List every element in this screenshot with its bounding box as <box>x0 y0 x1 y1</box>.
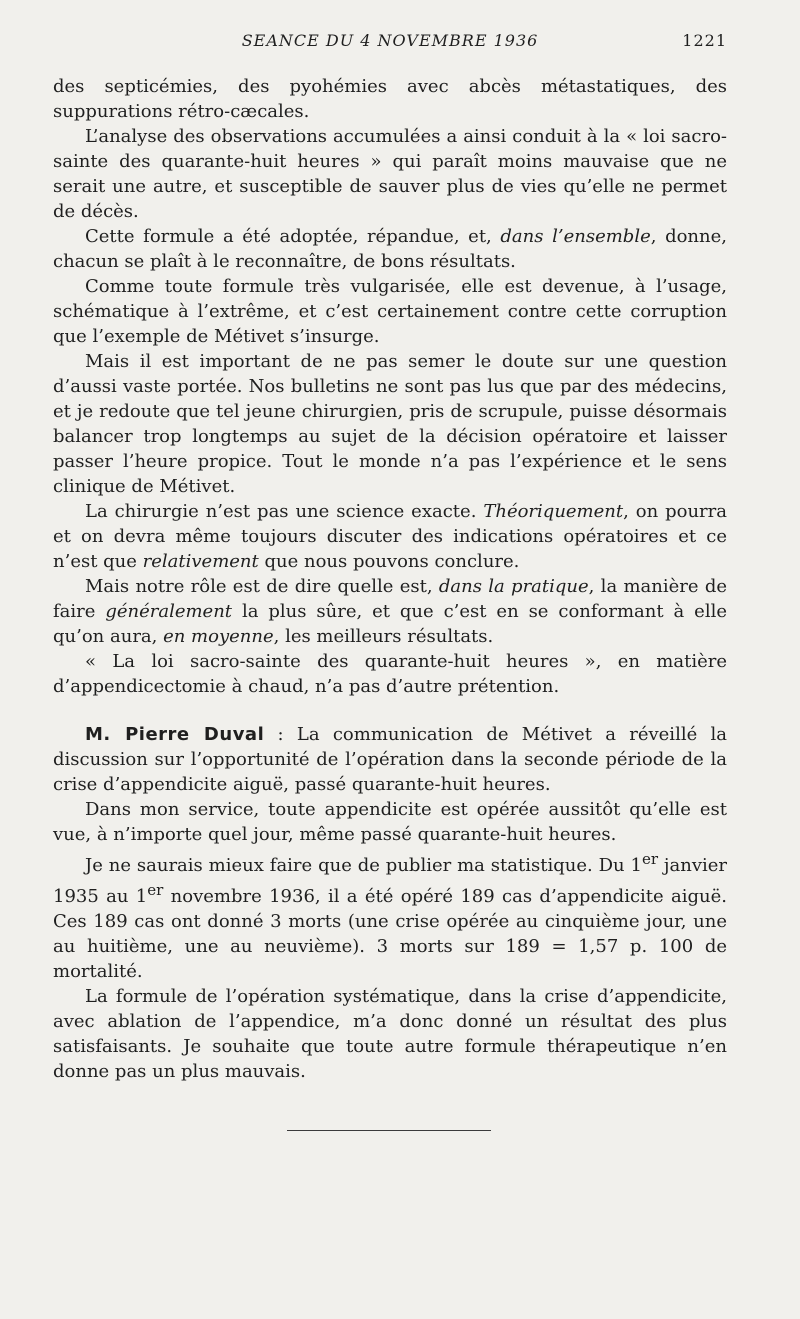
paragraph-7-text-a: Mais notre rôle est de dire quelle est, <box>85 576 439 597</box>
paragraph-3 <box>53 224 727 274</box>
paragraph-7-text-b: , la manière de faire <box>53 576 727 622</box>
paragraph-12: La formule de l’opération systématique, dans la crise d’appendicite, avec ablation de l’appendice, m’a donc donné un résultat des plus satisfaisants. Je souhaite que toute autre formule thérapeutique n’en donne pas un plus mauvais. <box>53 986 727 1082</box>
paragraph-11 <box>53 847 727 984</box>
paragraph-6-text-a: La chirurgie n’est pas une science exacte. <box>85 501 484 522</box>
paragraph-7-italic-1: dans la pratique <box>438 576 589 597</box>
text-body <box>53 74 727 1084</box>
paragraph-3-text-b: , donne, chacun se plaît à le reconnaître, de bons résultats. <box>53 226 727 272</box>
closing-rule <box>287 1130 491 1131</box>
speaker-name: M. Pierre Duval <box>85 724 265 745</box>
paragraph-3-text-a: Cette formule a été adoptée, répandue, et, <box>85 226 501 247</box>
paragraph-5: Mais il est important de ne pas semer le doute sur une question d’aussi vaste portée. Nos bulletins ne sont pas lus que par des médecins, et je redoute que tel jeune chirurgien, pris de scrupule, puisse désormais balancer trop longtemps au sujet de la décision opératoire et laisser passer l’heure propice. Tout le monde n’a pas l’expérience et le sens clinique de Métivet. <box>53 351 727 497</box>
paragraph-11-text-a: Je ne saurais mieux faire que de publier ma statistique. Du 1 <box>85 855 642 876</box>
paragraph-6-text-b: , on pourra et on devra même toujours discuter des indications opératoires et ce n’est que <box>53 501 727 572</box>
paragraph-11-text-c: novembre 1936, il a été opéré 189 cas d’appendicite aiguë. Ces 189 cas ont donné 3 morts (une crise opérée au cinquième jour, une au huitième, une au neuvième). 3 morts sur 189 = 1,57 p. 100 de mortalité. <box>53 886 727 982</box>
paragraph-11-superscript-2: er <box>147 881 164 899</box>
paragraph-10: Dans mon service, toute appendicite est opérée aussitôt qu’elle est vue, à n’importe quel jour, même passé quarante-huit heures. <box>53 799 727 845</box>
paragraph-6-text-c: que nous pouvons conclure. <box>258 551 520 572</box>
paragraph-7-text-d: , les meilleurs résultats. <box>273 626 494 647</box>
paragraph-7-italic-2: généralement <box>105 601 233 622</box>
paragraph-6-italic-1: Théoriquement <box>483 501 624 522</box>
header-title: SEANCE DU 4 NOVEMBRE 1936 <box>241 31 539 50</box>
paragraph-3-italic: dans l’ensemble <box>500 226 651 247</box>
paragraph-6-italic-2: relativement <box>142 551 259 572</box>
page-number: 1221 <box>682 31 727 50</box>
paragraph-11-superscript-1: er <box>641 850 659 868</box>
running-header <box>53 31 727 55</box>
paragraph-9 <box>53 722 727 797</box>
paragraph-1: des septicémies, des pyohémies avec abcès métastatiques, des suppurations rétro-cæcales. <box>53 76 727 122</box>
paragraph-11-text-b: janvier 1935 au 1 <box>53 855 728 907</box>
paragraph-6 <box>53 499 727 574</box>
paragraph-9-text: : La communication de Métivet a réveillé la discussion sur l’opportunité de l’opération dans la seconde période de la crise d’appendicite aiguë, passé quarante-huit heures. <box>53 724 728 795</box>
paragraph-8: « La loi sacro-sainte des quarante-huit heures », en matière d’appendicectomie à chaud, n’a pas d’autre prétention. <box>53 651 727 697</box>
paragraph-7 <box>53 574 727 649</box>
paragraph-7-italic-3: en moyenne <box>163 626 274 647</box>
paragraph-4: Comme toute formule très vulgarisée, elle est devenue, à l’usage, schématique à l’extrême, et c’est certainement contre cette corruption que l’exemple de Métivet s’insurge. <box>53 276 727 347</box>
paragraph-7-text-c: la plus sûre, et que c’est en se conformant à elle qu’on aura, <box>53 601 727 647</box>
paragraph-2: L’analyse des observations accumulées a ainsi conduit à la « loi sacro-sainte des quarante-huit heures » qui paraît moins mauvaise que ne serait une autre, et susceptible de sauver plus de vies qu’elle ne permet de décès. <box>53 126 727 222</box>
